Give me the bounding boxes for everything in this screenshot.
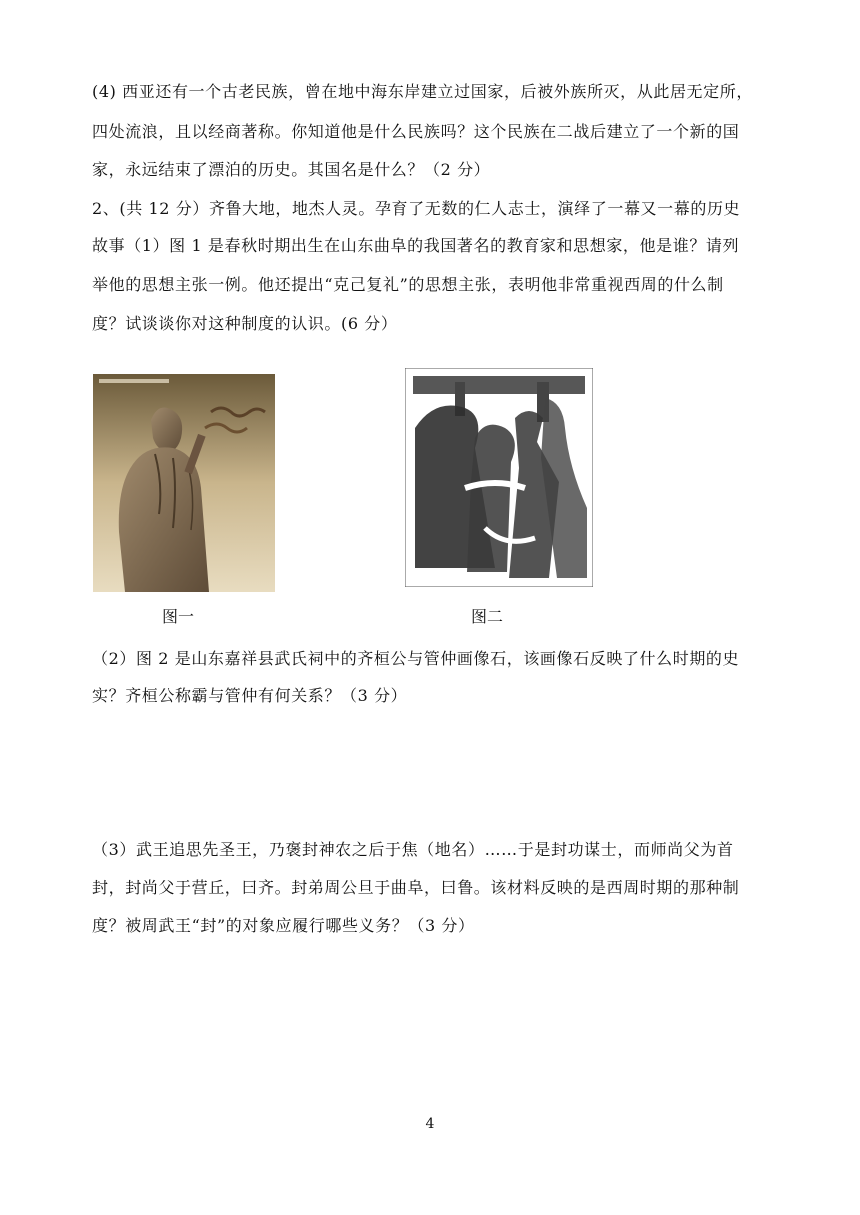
- figure-2-caption: 图二: [471, 607, 504, 626]
- q2-line-2: 故事（1）图 1 是春秋时期出生在山东曲阜的我国著名的教育家和思想家，他是谁？请列: [92, 236, 740, 255]
- stone-relief-rubbing-image: [405, 368, 593, 587]
- confucius-statue-image: [93, 374, 275, 592]
- q2-2-line-1: （2）图 2 是山东嘉祥县武氏祠中的齐桓公与管仲画像石，该画像石反映了什么时期的史: [92, 649, 740, 668]
- q2-2-line-2: 实？齐桓公称霸与管仲有何关系？（3 分）: [92, 686, 408, 705]
- q4-line-3: 家，永远结束了漂泊的历史。其国名是什么？（2 分）: [92, 160, 491, 179]
- q2-3-line-3: 度？被周武王“封”的对象应履行哪些义务？（3 分）: [92, 916, 475, 935]
- figure-1-caption: 图一: [162, 607, 195, 626]
- q2-line-3: 举他的思想主张一例。他还提出“克己复礼”的思想主张，表明他非常重视西周的什么制: [92, 275, 724, 294]
- q2-3-line-1: （3）武王追思先圣王，乃褒封神农之后于焦（地名）……于是封功谋士，而师尚父为首: [92, 840, 734, 859]
- q2-line-1: 2、(共 12 分）齐鲁大地，地杰人灵。孕育了无数的仁人志士，演绎了一幕又一幕的历史: [92, 199, 741, 218]
- q4-line-1: (4) 西亚还有一个古老民族，曾在地中海东岸建立过国家，后被外族所灭，从此居无定所，: [92, 82, 753, 101]
- q2-3-line-2: 封，封尚父于营丘，曰齐。封弟周公旦于曲阜，曰鲁。该材料反映的是西周时期的那种制: [92, 878, 740, 897]
- q4-line-2: 四处流浪，且以经商著称。你知道他是什么民族吗？这个民族在二战后建立了一个新的国: [92, 122, 740, 141]
- q2-line-4: 度？试谈谈你对这种制度的认识。(6 分）: [92, 314, 398, 333]
- page-number: 4: [425, 1116, 435, 1132]
